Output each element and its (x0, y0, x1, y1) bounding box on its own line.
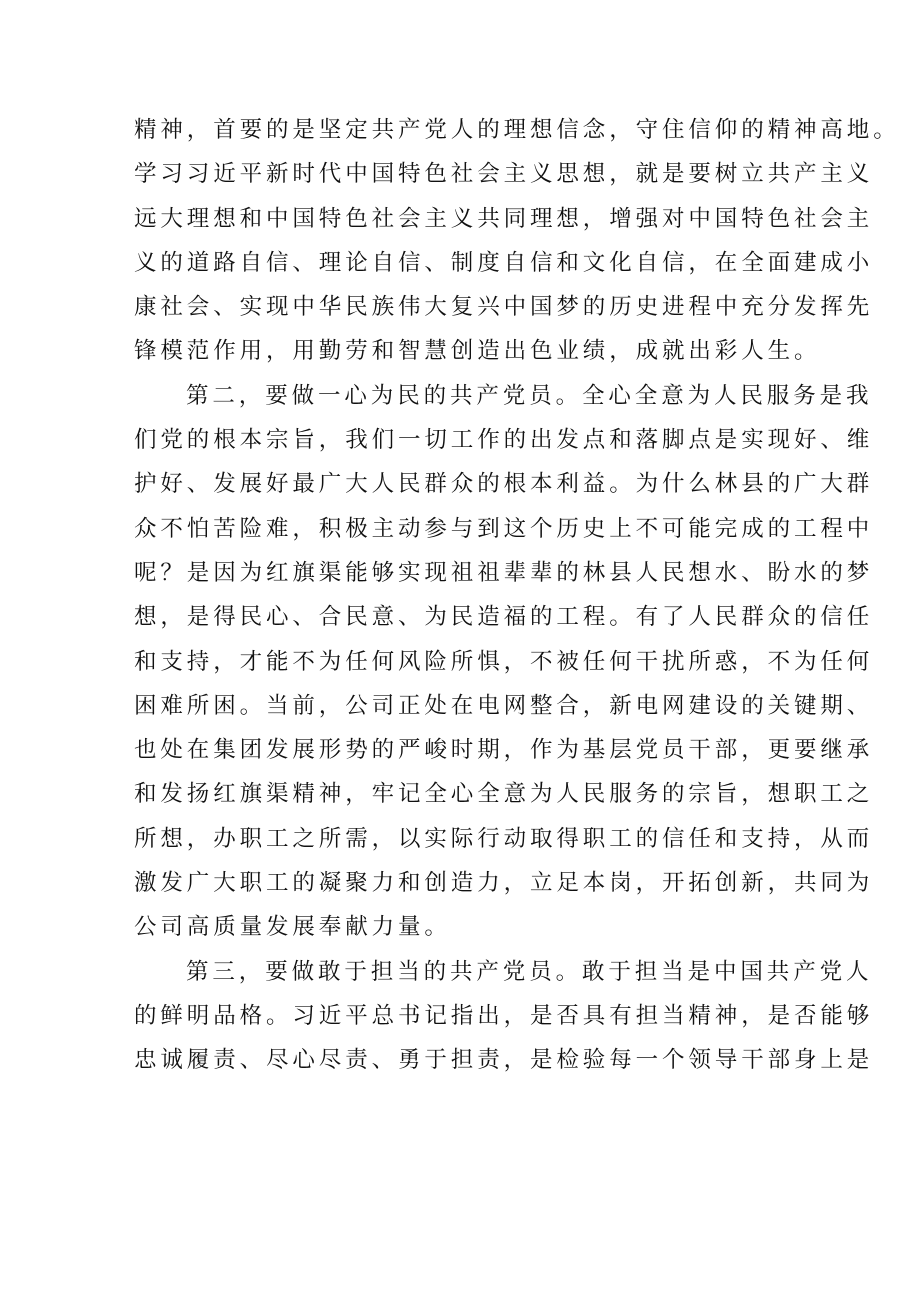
text-line: 众不怕苦险难，积极主动参与到这个历史上不可能完成的工程中 (134, 515, 874, 542)
text-line: 康社会、实现中华民族伟大复兴中国梦的历史进程中充分发挥先 (134, 294, 874, 321)
paragraph-start-line: 第三，要做敢于担当的共产党员。敢于担当是中国共产党人 (186, 958, 873, 985)
paragraph-start-line: 第二，要做一心为民的共产党员。全心全意为人民服务是我 (186, 382, 873, 409)
text-line: 远大理想和中国特色社会主义共同理想，增强对中国特色社会主 (134, 205, 874, 232)
text-line: 精神，首要的是坚定共产党人的理想信念，守住信仰的精神高地。 (134, 117, 900, 143)
text-line: 的鲜明品格。习近平总书记指出，是否具有担当精神，是否能够 (134, 1002, 874, 1029)
document-body (134, 108, 900, 1083)
text-line: 们党的根本宗旨，我们一切工作的出发点和落脚点是实现好、维 (134, 427, 874, 454)
text-line: 义的道路自信、理论自信、制度自信和文化自信，在全面建成小 (134, 249, 874, 276)
text-line: 学习习近平新时代中国特色社会主义思想，就是要树立共产主义 (134, 161, 874, 188)
text-line: 护好、发展好最广大人民群众的根本利益。为什么林县的广大群 (134, 471, 874, 498)
text-line: 想，是得民心、合民意、为民造福的工程。有了人民群众的信任 (134, 604, 874, 631)
text-line: 锋模范作用，用勤劳和智慧创造出色业绩，成就出彩人生。 (134, 338, 821, 365)
text-line: 所想，办职工之所需，以实际行动取得职工的信任和支持，从而 (134, 825, 874, 852)
text-line: 和支持，才能不为任何风险所惧，不被任何干扰所惑，不为任何 (134, 648, 874, 675)
text-line: 和发扬红旗渠精神，牢记全心全意为人民服务的宗旨，想职工之 (134, 781, 874, 808)
text-line: 忠诚履责、尽心尽责、勇于担责，是检验每一个领导干部身上是 (134, 1047, 874, 1074)
text-line: 也处在集团发展形势的严峻时期，作为基层党员干部，更要继承 (134, 737, 874, 764)
text-line: 呢？是因为红旗渠能够实现祖祖辈辈的林县人民想水、盼水的梦 (134, 559, 874, 586)
text-line: 困难所困。当前，公司正处在电网整合，新电网建设的关键期、 (134, 692, 874, 719)
text-line: 公司高质量发展奉献力量。 (134, 914, 451, 941)
text-line: 激发广大职工的凝聚力和创造力，立足本岗，开拓创新，共同为 (134, 870, 874, 897)
